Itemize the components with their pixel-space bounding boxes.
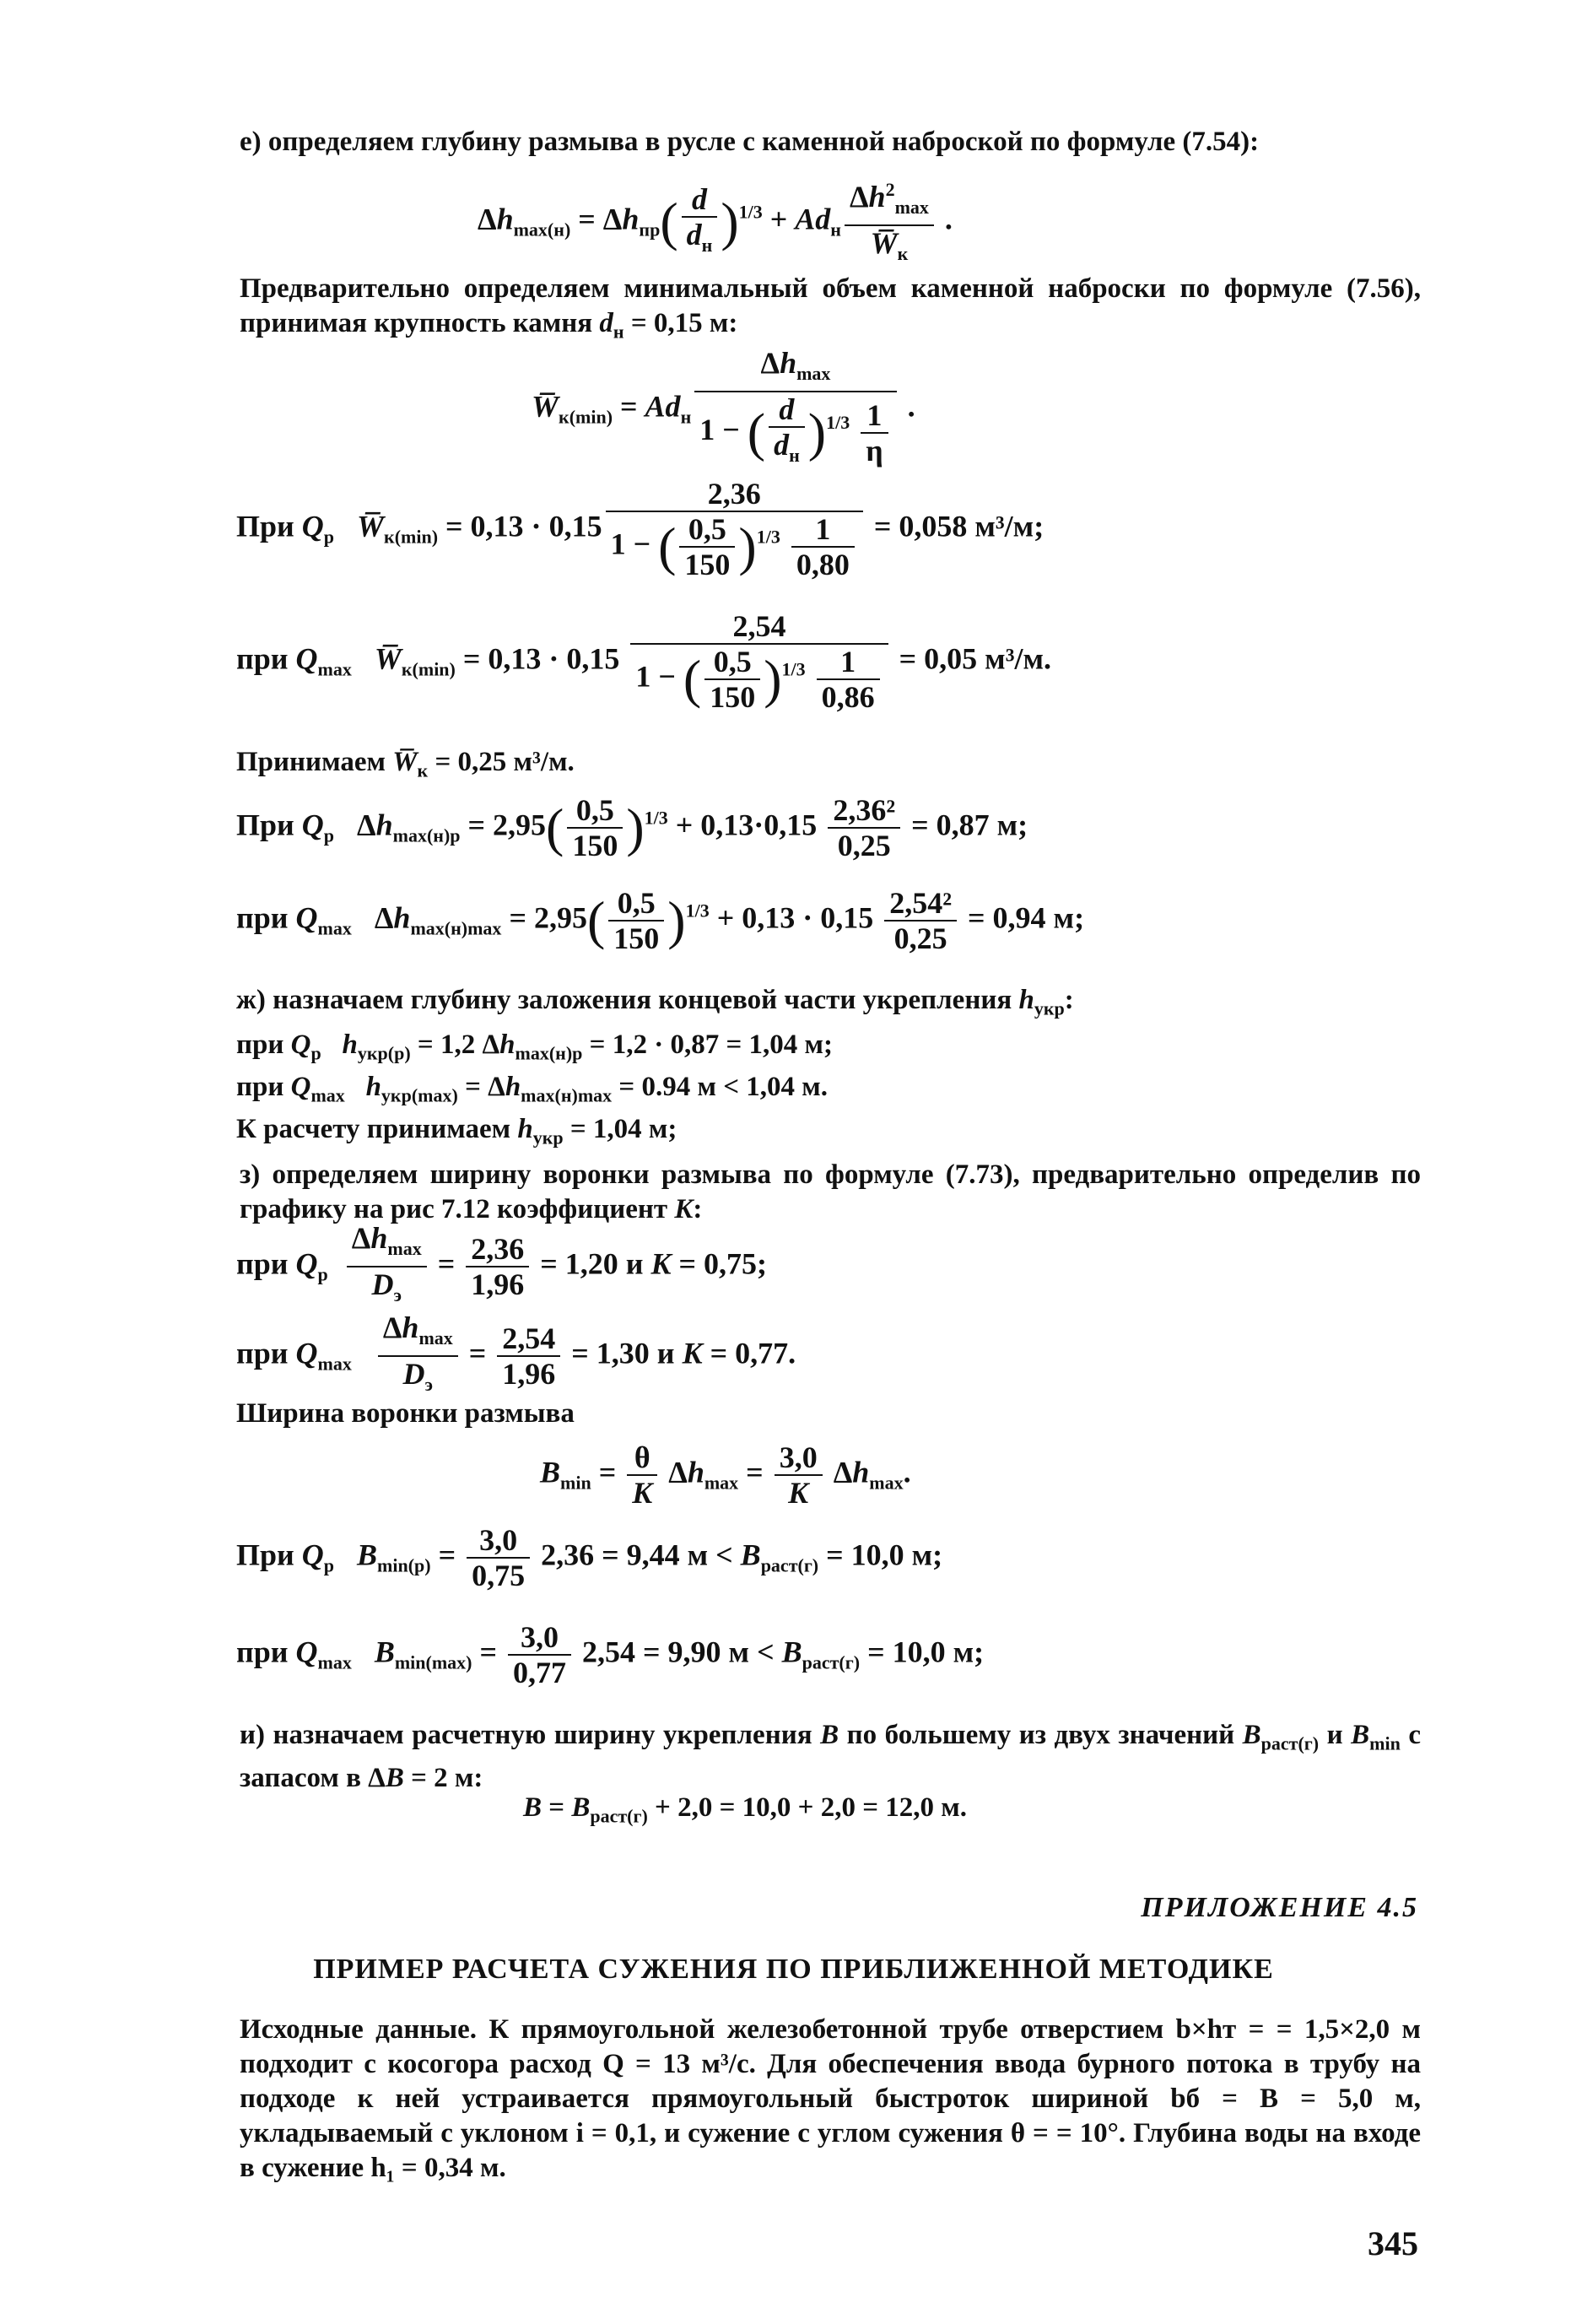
k-qp: при $Q_р$ $\frac{\Delta h_{max}}{D_э}$ = $\frac{2,36}{1,96}$ = 1,20 и K = 0,75;	[236, 1221, 768, 1306]
step-z-text: з) определяем ширину воронки размыва по формуле (7.73), предварительно определив по графику на рис 7.12 коэффициент K:	[240, 1159, 1421, 1224]
h-ukr-qp: при $Q_р$ $h_{укр(р)} = 1,2$ $\Delta h_{max(н)р} = 1,2 \cdot 0,87 = 1,04$ м;	[236, 1030, 833, 1064]
h-ukr-qmax: при $Q_{max}$ $h_{укр(max)} = \Delta h_{max(н)max} = 0.94$ м < 1,04 м.	[236, 1072, 828, 1106]
dh-qmax: при $Q_{max}$ $\Delta h_{max(н)max} = 2,95$( $\frac{0,5}{150}$ )$^{1/3}$ + 0,13 · 0,15 $\frac{\text{2,54²}}{0,25}$ = 0,94 м;	[236, 886, 1085, 955]
dh-qp: При $Q_р$ $\Delta h_{max(н)р} = 2,95$( $\frac{0,5}{150}$ )$^{1/3}$ + 0,13·0,15 $\frac{\text{2,36²}}{0,25}$ = 0,87 м;	[236, 793, 1028, 862]
formula-7-56: $W̅_{к(min)} = Ad_н$ $\Delta h_{max}$ 1 − ( $\frac{d}{d_н}$ )$^{1/3}$ $\frac{1}{\eta}$ .	[532, 346, 915, 468]
initial-data-label: Исходные данные.	[240, 2014, 478, 2045]
prelim-paragraph: Предварительно определяем минимальный объем каменной наброски по формуле (7.56), принимая крупность камня $d_н = 0,15$ м:	[240, 273, 1421, 343]
accept-h: К расчету принимаем $h_{укр} = 1,04$ м;	[236, 1114, 677, 1148]
bmin-qmax: при $Q_{max}$ $B_{min(max)}$ = $\frac{3,0}{0,77}$ 2,54 = 9,90 $м < B_{раст(г)} = 10,0$ м;	[236, 1620, 985, 1689]
appendix-label: ПРИЛОЖЕНИЕ 4.5	[1141, 1892, 1418, 1923]
page-number: 345	[1368, 2224, 1418, 2262]
width-title: Ширина воронки размыва	[236, 1398, 575, 1429]
bmin-qp: При $Q_р$ $B_{min(р)}$ = $\frac{3,0}{0,75}$ 2,36 = 9,44 $м < B_{раст(г)} = 10,0$ м;	[236, 1523, 943, 1592]
k-qmax: при $Q_{max}$ $\frac{\Delta h_{max}}{D_э}$ = $\frac{2,54}{1,96}$ = 1,30 и K = 0,77.	[236, 1311, 796, 1396]
formula-bmin: $B_{min}$ = $\frac{\theta}{K}$ $\Delta h_{max}$ = $\frac{3,0}{K}$ $\Delta h_{max}$.	[540, 1440, 911, 1510]
step-i-text: и) назначаем расчетную ширину укрепления B по большему из двух значений $B_{раст(г)}$ и $B_{min}$ с запасом в ΔB = 2 м:	[240, 1720, 1421, 1793]
wmin-qp: При $Q_р$ $W̅_{к(min)} = 0,13 \cdot 0,15$ 2,36 1 − ( $\frac{0,5}{150}$ )$^{1/3}$ $\frac{1}{0,80}$ = 0,058 м³/м;	[236, 477, 1045, 581]
initial-data-paragraph	[240, 2013, 1421, 2186]
accept-w: Принимаем $W̅_к = 0,25$ м³/м.	[236, 747, 575, 781]
section-title: ПРИМЕР РАСЧЕТА СУЖЕНИЯ ПО ПРИБЛИЖЕННОЙ МЕТОДИКЕ	[313, 1954, 1274, 1985]
initial-data-text: К прямоугольной железобетонной трубе отверстием b×hт = = 1,5×2,0 м подходит с косогора расход Q = 13 м³/с. Для обеспечения ввода бурного потока в трубу на подходе к ней устраивается прямоугольный быстроток шириной bб = B = 5,0 м, укладываемый с уклоном i = 0,1, и сужение с углом сужения θ = = 10°. Глубина воды на входе в сужение h₁ = 0,34 м.	[240, 2014, 1422, 2183]
formula-b-final: $B = B_{раст(г)} + 2,0 = 10,0 + 2,0 = 12,0$ м.	[523, 1792, 967, 1827]
step-zh-text: ж) назначаем глубину заложения концевой части укрепления $h_{укр}$:	[236, 985, 1074, 1019]
wmin-qmax: при $Q_{max}$ $W̅_{к(min)} = 0,13 \cdot 0,15$ 2,54 1 − ( $\frac{0,5}{150}$ )$^{1/3}$ $\frac{1}{0,86}$ = 0,05 м³/м.	[236, 609, 1052, 714]
step-e-text: е) определяем глубину размыва в русле с каменной наброской по формуле (7.54):	[240, 127, 1260, 157]
formula-7-54: $\Delta h_{max(н)} = \Delta h_{пр}$( $\frac{d}{d_н}$ )$^{1/3} + Ad_н$ $\frac{\Delta h^2_{max}}{W̅_к}$ .	[478, 173, 953, 271]
